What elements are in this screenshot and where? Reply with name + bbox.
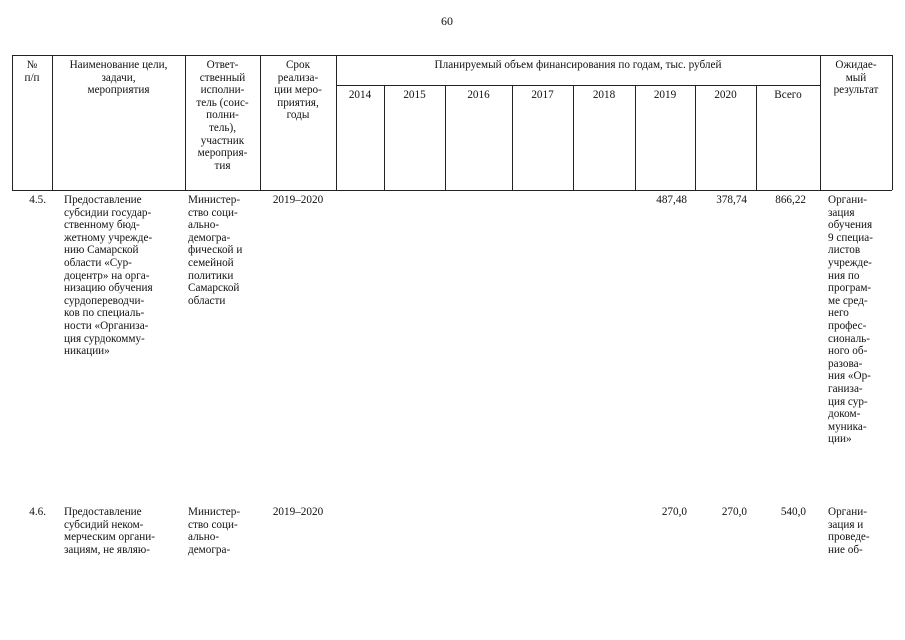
row-4-5-result: Органи- зация обучения 9 специа- листов учрежде- ния по програм- ме сред- него профес- сиональ- ного об- разова- ния «Ор- ганиза- ция сур- доком- муника- ции» <box>828 194 873 446</box>
row-4-6-responsible: Министер- ство соци- ально- демогра- <box>188 506 241 556</box>
col-border-7 <box>512 86 513 190</box>
header-responsible: Ответ- ственный исполни- тель (соис- полни- тель), участник мероприя- тия <box>196 59 249 172</box>
header-year-2019: 2019 <box>653 89 677 101</box>
header-year-2014: 2014 <box>348 89 372 101</box>
col-border-8 <box>573 86 574 190</box>
col-border-5 <box>384 86 385 190</box>
col-border-9 <box>635 86 636 190</box>
row-4-5-2019: 487,48 <box>656 194 687 206</box>
header-financing: Планируемый объем финансирования по годам, тыс. рублей <box>434 59 722 71</box>
col-border-4 <box>336 55 337 190</box>
header-total: Всего <box>774 89 802 101</box>
row-4-5-total: 866,22 <box>775 194 806 206</box>
row-4-6-name: Предоставление субсидий неком- мерческим органи- зациям, не являю- <box>64 506 155 556</box>
header-name: Наименование цели, задачи, мероприятия <box>69 59 168 97</box>
row-4-5-term: 2019–2020 <box>272 194 324 206</box>
row-4-5-name: Предоставление субсидии государ- ственному бюд- жетному учрежде- нию Самарской области «Сур- доцентр» на орга- низацию обучения сурдопереводчи- ков по специаль- ности «Организа- ция сурдокомму- никации» <box>64 194 153 358</box>
row-4-6-term: 2019–2020 <box>272 506 324 518</box>
header-year-2017: 2017 <box>531 89 554 101</box>
col-border-11 <box>756 86 757 190</box>
col-border-13 <box>892 55 893 190</box>
row-4-5-num: 4.5. <box>29 194 46 206</box>
header-result: Ожидае- мый результат <box>833 59 879 97</box>
row-4-6-2020: 270,0 <box>721 506 747 518</box>
header-year-2015: 2015 <box>403 89 426 101</box>
page-number: 60 <box>441 14 453 28</box>
header-year-2018: 2018 <box>592 89 616 101</box>
row-4-6-num: 4.6. <box>29 506 46 518</box>
header-year-2016: 2016 <box>467 89 490 101</box>
col-border-10 <box>695 86 696 190</box>
row-4-6-total: 540,0 <box>780 506 806 518</box>
row-4-6-2019: 270,0 <box>661 506 687 518</box>
table-top-border <box>12 55 892 56</box>
header-year-2020: 2020 <box>714 89 737 101</box>
row-4-5-responsible: Министер- ство соци- ально- демогра- фической и семейной политики Самарской области <box>188 194 243 307</box>
header-term: Срок реализа- ции меро- приятия, годы <box>274 59 322 122</box>
years-divider <box>336 85 820 86</box>
row-4-6-result: Органи- зация и проведе- ние об- <box>828 506 870 556</box>
header-bottom-border <box>12 190 892 191</box>
row-4-5-2020: 378,74 <box>716 194 747 206</box>
col-border-6 <box>445 86 446 190</box>
header-num: № п/п <box>24 59 40 84</box>
